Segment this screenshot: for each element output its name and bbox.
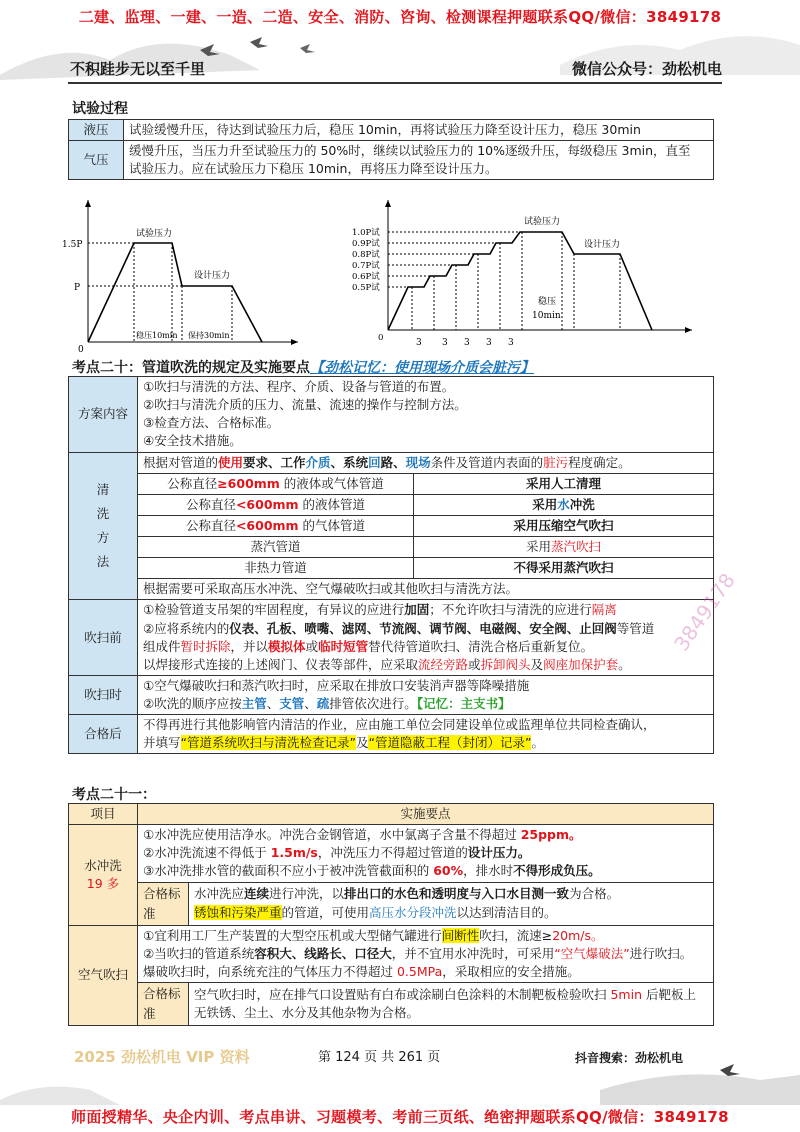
gas-pressure-chart [352,192,714,352]
plan-items: ①吹扫与清洗的方法、程序、介质、设备与管道的布置。 ②吹扫与清洗介质的压力、流量、流速的操作与控制方法。 ③检查方法、合格标准。 ④安全技术措施。 [138,377,714,453]
header-motto: 不积跬步无以至千里 [70,60,206,78]
y-label-0-9p: 0.9P试 [352,239,380,249]
table-row [69,925,714,982]
table-row [69,141,714,180]
test-process-table [68,119,714,180]
method-cell: 采用水冲洗 [414,494,714,515]
table-row [69,882,714,925]
promo-banner-bottom: 师面授精华、央企内训、考点串讲、习题模考、考前三页纸、绝密押题联系QQ/微信：3849178 [71,1108,729,1126]
after-label: 合格后 [69,715,138,754]
method-cell: 公称直径≥600mm 的液体或气体管道 [138,473,414,494]
table-row [69,675,714,714]
y-label-zero: 0 [78,345,84,355]
method-cell: 采用人工清理 [414,473,714,494]
method-cell: 不得采用蒸汽吹扫 [414,558,714,579]
table-row [69,982,714,1025]
table-row [69,579,714,600]
table-row [69,377,714,453]
table-row [69,494,714,515]
table-row [69,537,714,558]
row-text-liquid: 试验缓慢升压，待达到试验压力后，稳压 10min，再将试验压力降至设计压力，稳压 30min [124,120,714,141]
table-row [69,804,714,825]
design-pressure-label: 设计压力 [194,271,231,281]
method-cell: 蒸汽管道 [138,537,414,558]
footer-douyin-search: 抖音搜索：劲松机电 [575,1051,684,1065]
table-row [69,558,714,579]
method-cell: 公称直径<600mm 的气体管道 [138,515,414,536]
step-label: 3 [416,338,422,348]
y-label-0-6p: 0.6P试 [352,272,380,282]
point20-title: 考点二十：管道吹洗的规定及实施要点【劲松记忆：使用现场介质会脏污】 [72,360,534,376]
air-std-label: 合格标准 [138,982,189,1025]
method-cell: 采用压缩空气吹扫 [414,515,714,536]
table-row [69,515,714,536]
before-text: ①检验管道支吊架的牢固程度，有异议的应进行加固；不允许吹扫与清洗的应进行隔离 ②应将系统内的仪表、孔板、喷嘴、滤网、节流阀、调节阀、电磁阀、安全阀、止回阀等管道 组成件暂时拆除，并以模拟体或临时短管替代待管道吹扫、清洗合格后重新复位。 以焊接形式连接的上述阀门、仪表等部件，应采取流经旁路或拆卸阀头及阀座加保护套。 [138,600,714,676]
y-label-1-0p: 1.0P试 [352,228,380,238]
hold-10min-label: 稳压10min [136,331,178,340]
test-pressure-label: 试验压力 [136,229,173,239]
method-cell: 非热力管道 [138,558,414,579]
row-text-gas: 缓慢升压，当压力升至试验压力的 50%时，继续以试验压力的 10%逐级升压，每级稳压 3min，直至 试验压力。应在试验压力下稳压 10min，再将压力降至设计压力。 [124,141,714,180]
step-label: 3 [486,338,492,348]
table-row [69,452,714,473]
point21-table [68,803,714,1026]
watermark-text: 3849178 [669,568,740,656]
page-number: 第 124 页 共 261 页 [318,1050,441,1065]
test-pressure-label: 试验压力 [524,217,561,227]
step-label: 3 [442,338,448,348]
before-label: 吹扫前 [69,600,138,676]
y-label-0-8p: 0.8P试 [352,250,380,260]
method-footer: 根据需要可采取高压水冲洗、空气爆破吹扫或其他吹扫与清洗方法。 [138,579,714,600]
plan-label: 方案内容 [69,377,138,453]
table-row [69,825,714,882]
point21-title: 考点二十一： [72,787,156,803]
water-std-text: 水冲洗应连续进行冲洗，以排出口的水色和透明度与入口水目测一致为合格。 锈蚀和污染严重的管道，可使用高压水分段冲洗以达到清洁目的。 [189,882,714,925]
water-std-label: 合格标准 [138,882,189,925]
row-label-liquid: 液压 [69,120,124,141]
y-label-zero: 0 [378,333,384,343]
point20-table [68,376,714,754]
method-label: 清 洗 方 法 [69,452,138,600]
hold-label: 稳压 [538,297,557,307]
water-label: 水冲洗 19 多 [69,825,138,925]
table-row [69,600,714,676]
method-cell: 公称直径<600mm 的液体管道 [138,494,414,515]
design-pressure-label: 设计压力 [584,240,621,250]
header-wechat-account: 微信公众号：劲松机电 [571,60,722,78]
test-process-title: 试验过程 [72,101,128,117]
table-row [69,715,714,754]
after-text: 不得再进行其他影响管内清洁的作业，应由施工单位会同建设单位或监理单位共同检查确认， 并填写“管道系统吹扫与清洗检查记录”及“管道隐蔽工程（封闭）记录”。 [138,715,714,754]
footer-vip-label: 2025 劲松机电 VIP 资料 [74,1048,250,1066]
table-row [69,120,714,141]
hold-10min-label: 10min [532,311,561,321]
step-label: 3 [464,338,470,348]
air-label: 空气吹扫 [69,925,138,1025]
y-label-p: P [74,283,81,293]
water-text: ①水冲洗应使用洁净水。冲洗合金钢管道，水中氯离子含量不得超过 25ppm。 ②水冲洗流速不得低于 1.5m/s，冲洗压力不得超过管道的设计压力。 ③水冲洗排水管的截面积不应小于被冲洗管截面积的 60%，排水时不得形成负压。 [138,825,714,882]
step-label: 3 [508,338,514,348]
method-cell: 采用蒸汽吹扫 [414,537,714,558]
air-std-text: 空气吹扫时，应在排气口设置贴有白布或涂刷白色涂料的木制靶板检验吹扫 5min 后靶板上 无铁锈、尘土、水分及其他杂物为合格。 [189,982,714,1025]
during-text: ①空气爆破吹扫和蒸汽吹扫时，应采取在排放口安装消声器等降噪措施 ②吹洗的顺序应按主管、支管、疏排管依次进行。【记忆：主支书】 [138,675,714,714]
promo-banner-top: 二建、监理、一建、一造、二造、安全、消防、咨询、检测课程押题联系QQ/微信：3849178 [78,8,722,26]
hold-30min-label: 保持30min [188,331,230,340]
y-label-0-7p: 0.7P试 [352,261,380,271]
air-text: ①宜利用工厂生产装置的大型空压机或大型储气罐进行间断性吹扫，流速≥20m/s。 ②当吹扫的管道系统容积大、线路长、口径大，并不宜用水冲洗时，可采用“空气爆破法”进行吹扫。 爆破吹扫时，向系统充注的气体压力不得超过 0.5MPa，采取相应的安全措施。 [138,925,714,982]
row-label-gas: 气压 [69,141,124,180]
col-header-points: 实施要点 [138,804,714,825]
header-divider [68,82,722,84]
y-label-0-5p: 0.5P试 [352,283,380,293]
liquid-pressure-chart [62,196,302,356]
method-intro: 根据对管道的使用要求、工作介质、系统回路、现场条件及管道内表面的脏污程度确定。 [138,452,714,473]
table-row [69,473,714,494]
y-label-1-5p: 1.5P [62,240,83,250]
col-header-item: 项目 [69,804,138,825]
during-label: 吹扫时 [69,675,138,714]
